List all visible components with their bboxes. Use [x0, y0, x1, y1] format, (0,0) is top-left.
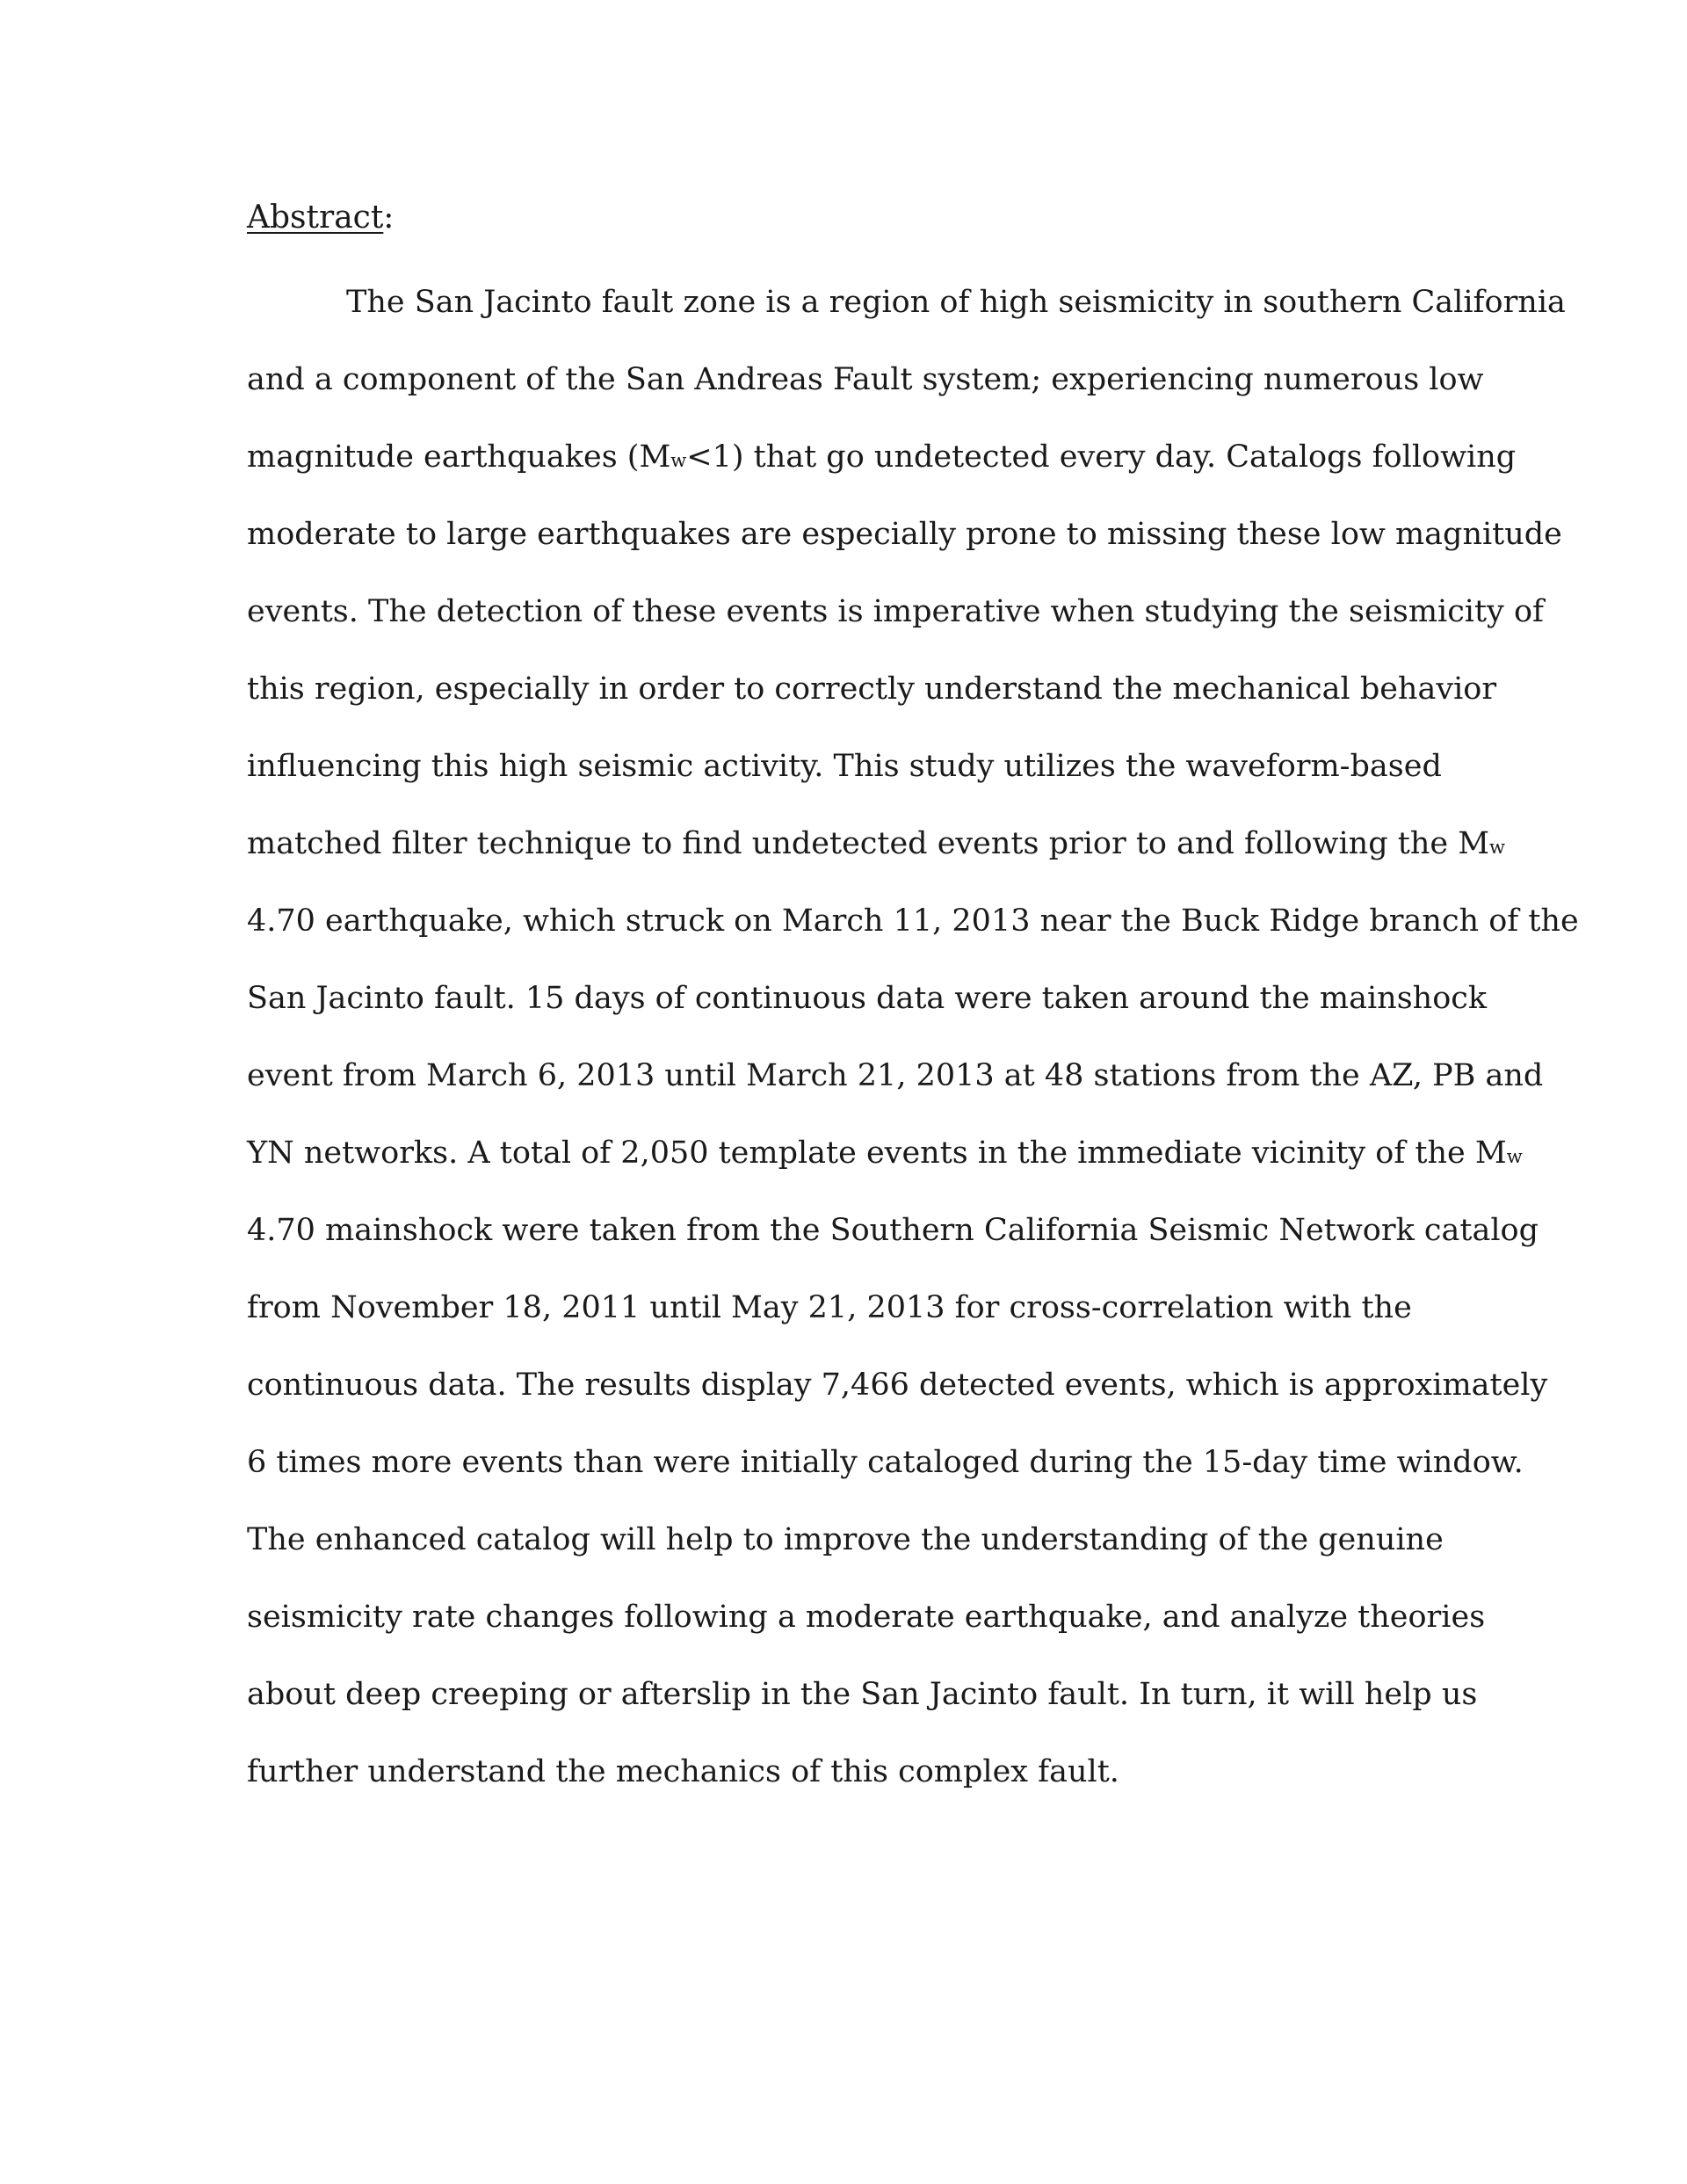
line-text: further understand the mechanics of this complex fault. [247, 1754, 1119, 1789]
paragraph-line [247, 1053, 1544, 1130]
line-text: from November 18, 2011 until May 21, 2013 for cross-correlation with the [247, 1290, 1412, 1325]
line-text: 4.70 earthquake, which struck on March 11, 2013 near the Buck Ridge branch of the [247, 903, 1579, 939]
paragraph-line [247, 279, 1566, 357]
line-text: events. The detection of these events is imperative when studying the seismicity of [247, 594, 1544, 629]
line-text: 6 times more events than were initially cataloged during the 15-day time window. [247, 1445, 1524, 1480]
line-text: magnitude earthquakes (M [247, 439, 671, 475]
paragraph-line [247, 1517, 1459, 1594]
moment-magnitude-subscript: w [670, 450, 687, 471]
paragraph-line [247, 898, 1579, 976]
moment-magnitude-subscript: w [1506, 1146, 1523, 1167]
line-text: matched filter technique to find undetected events prior to and following the M [247, 826, 1490, 861]
paragraph-line [247, 666, 1497, 744]
line-text: seismicity rate changes following a moderate earthquake, and analyze theories [247, 1600, 1486, 1635]
paragraph-line [247, 1594, 1486, 1672]
line-text: this region, especially in order to correctly understand the mechanical behavior [247, 671, 1497, 707]
abstract-heading-label: Abstract [247, 200, 384, 236]
abstract-paragraph [247, 279, 1579, 1826]
paragraph-line [247, 512, 1562, 589]
paragraph-line [247, 357, 1484, 434]
line-text: The San Jacinto fault zone is a region of high seismicity in southern California [346, 285, 1566, 320]
abstract-heading-colon: : [383, 200, 395, 236]
paragraph-line [247, 1749, 1459, 1826]
paragraph-line [247, 589, 1544, 666]
line-text: influencing this high seismic activity. This study utilizes the waveform-based [247, 749, 1442, 784]
paragraph-line [247, 1208, 1539, 1285]
line-text: about deep creeping or afterslip in the San Jacinto fault. In turn, it will help us [247, 1677, 1478, 1712]
paragraph-line [247, 434, 1517, 512]
line-text: The enhanced catalog will help to improve the understanding of the genuine [247, 1522, 1444, 1557]
paragraph-line [247, 821, 1506, 898]
paragraph-line [247, 976, 1488, 1053]
moment-magnitude-subscript: w [1489, 837, 1506, 858]
line-text: and a component of the San Andreas Fault system; experiencing numerous low [247, 362, 1484, 397]
line-text: event from March 6, 2013 until March 21, 2013 at 48 stations from the AZ, PB and [247, 1058, 1544, 1093]
paragraph-line [247, 1362, 1548, 1440]
paragraph-line [247, 1130, 1523, 1208]
line-text: continuous data. The results display 7,466 detected events, which is approximately [247, 1368, 1548, 1403]
line-text: moderate to large earthquakes are especially prone to missing these low magnitude [247, 517, 1562, 552]
paragraph-line [247, 1672, 1478, 1749]
line-text: <1) that go undetected every day. Catalogs following [686, 439, 1517, 475]
line-text: 4.70 mainshock were taken from the Southern California Seismic Network catalog [247, 1213, 1539, 1248]
paragraph-line [247, 744, 1459, 821]
paragraph-line [247, 1285, 1459, 1362]
paragraph-line [247, 1440, 1524, 1517]
line-text: YN networks. A total of 2,050 template events in the immediate vicinity of the M [247, 1136, 1507, 1171]
line-text: San Jacinto fault. 15 days of continuous data were taken around the mainshock [247, 981, 1488, 1016]
abstract-heading [247, 195, 394, 241]
